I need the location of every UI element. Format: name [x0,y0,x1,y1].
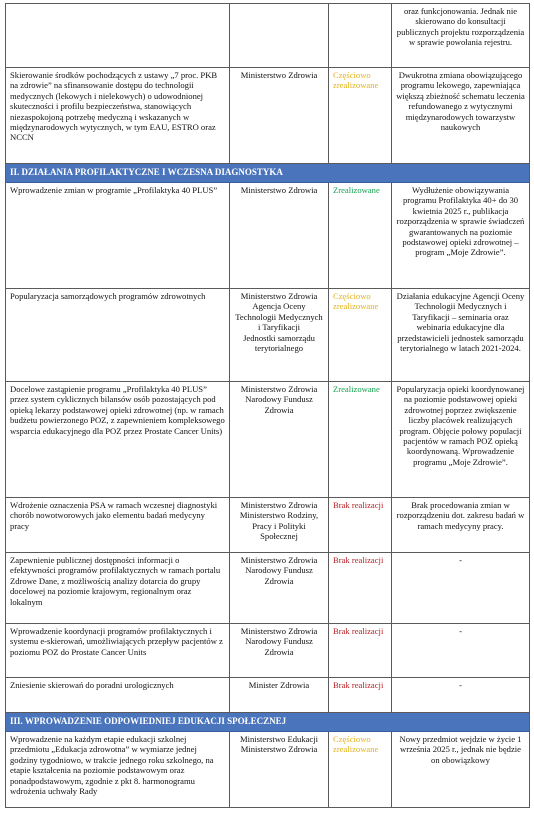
status-cell: Brak realizacji [329,678,392,713]
result-cell: - [392,624,530,678]
table-row [6,498,530,553]
action-cell [6,4,230,68]
table-row [6,553,530,624]
section-title: III. WPROWADZENIE ODPOWIEDNIEJ EDUKACJI SPOŁECZNEJ [6,713,530,732]
institution-name: Ministerstwo Zdrowia [240,70,318,80]
action-cell: Zniesienie skierowań do poradni urologicznych [6,678,230,713]
institution-name: Ministerstwo Zdrowia [240,185,318,195]
institution-cell [230,678,329,713]
table-row [6,732,530,808]
institution-name: Ministerstwo Zdrowia [240,744,318,755]
institution-name: Agencja Oceny Technologii Medycznych i Taryfikacji [235,301,323,333]
result-cell: Działania edukacyjne Agencji Oceny Technologii Medycznych i Taryfikacji – seminaria oraz webinaria edukacyjne dla przedstawicieli jednostek samorządu terytorialnego w latach 2021-2024. [392,289,530,382]
action-cell: Wprowadzenie zmian w programie „Profilaktyka 40 PLUS” [6,183,230,289]
section-title: II. DZIAŁANIA PROFILAKTYCZNE I WCZESNA DIAGNOSTYKA [6,164,530,183]
result-cell: - [392,678,530,713]
institution-cell [230,498,329,553]
institution-name: Ministerstwo Edukacji [239,734,319,744]
action-cell: Wdrożenie oznaczenia PSA w ramach wczesnej diagnostyki chorób nowotworowych jako elementu badań medycyny pracy [6,498,230,553]
status-cell: Brak realizacji [329,553,392,624]
institution-cell [230,732,329,808]
status-cell: Częściowo zrealizowane [329,732,392,808]
institution-name: Ministerstwo Zdrowia [240,626,318,636]
result-cell: Wydłużenie obowiązywania programu Profilaktyka 40+ do 30 kwietnia 2025 r., publikacja rozporządzenia w sprawie świadczeń gwarantowanych na poziomie podstawowej opieki zdrowotnej – program „Moje Zdrowie”. [392,183,530,289]
action-cell: Zapewnienie publicznej dostępności informacji o efektywności programów profilaktycznych w ramach portalu Zdrowe Dane, z możliwością analizy dotarcia do grupy docelowej na poziomie krajowym, regionalnym oraz lokalnym [6,553,230,624]
institution-name: Ministerstwo Zdrowia [240,500,318,510]
institution-name: Minister Zdrowia [248,680,310,690]
action-cell: Wprowadzenie koordynacji programów profilaktycznych i systemu e-skierowań, umożliwiających przepływ pacjentów z poziomu POZ do Prostate Cancer Units [6,624,230,678]
table-row [6,68,530,164]
implementation-table [5,3,530,808]
action-cell: Popularyzacja samorządowych programów zdrowotnych [6,289,230,382]
institution-name: Ministerstwo Rodziny, Pracy i Polityki Społecznej [239,510,319,542]
institution-cell [230,68,329,164]
institution-name: Ministerstwo Zdrowia [240,555,318,565]
status-cell: Częściowo zrealizowane [329,68,392,164]
institution-cell [230,382,329,498]
action-cell: Wprowadzenie na każdym etapie edukacji szkolnej przedmiotu „Edukacja zdrowotna” w wymiarze jednej godziny tygodniowo, w trakcie jednego roku szkolnego, na etapie kształcenia na poziomie podstawowym oraz ponadpodstawowym, zgodnie z pkt 8. harmonogramu wdrożenia uchwały Rady [6,732,230,808]
institution-name: Narodowy Fundusz Zdrowia [245,565,313,586]
table-row [6,183,530,289]
institution-name: Jednostki samorządu terytorialnego [243,332,315,354]
result-cell: Popularyzacja opieki koordynowanej na poziomie podstawowej opieki zdrowotnej poprzez zwiększenie liczby placówek realizujących program. Objęcie połowy populacji pacjentów w ramach POZ opieką koordynowaną. Wprowadzenie programu „Moje Zdrowie”. [392,382,530,498]
table-row [6,289,530,382]
institution-name: Ministerstwo Zdrowia [240,384,318,394]
institution-name: Narodowy Fundusz Zdrowia [245,636,313,657]
section-header [6,164,530,183]
institution-cell [230,183,329,289]
result-cell: Nowy przedmiot wejdzie w życie 1 września 2025 r., jednak nie będzie on obowiązkowy [392,732,530,808]
institution-cell [230,624,329,678]
institution-name: Ministerstwo Zdrowia [240,291,318,301]
result-cell: Brak procedowania zmian w rozporządzeniu dot. zakresu badań w ramach medycyny pracy. [392,498,530,553]
result-cell: Dwukrotna zmiana obowiązującego programu lekowego, zapewniająca większą zbieżność schematu leczenia refundowanego z wytycznymi międzynarodowych towarzystw naukowych [392,68,530,164]
table-row [6,678,530,713]
status-cell: Brak realizacji [329,498,392,553]
table-row [6,382,530,498]
status-cell: Zrealizowane [329,382,392,498]
status-cell: Częściowo zrealizowane [329,289,392,382]
status-cell [329,4,392,68]
table-row [6,4,530,68]
status-cell: Brak realizacji [329,624,392,678]
table-row [6,624,530,678]
institution-name: Narodowy Fundusz Zdrowia [245,394,313,415]
status-cell: Zrealizowane [329,183,392,289]
action-cell: Skierowanie środków pochodzących z ustawy „7 proc. PKB na zdrowie” na sfinansowanie dostępu do technologii medycznych (lekowych i nielekowych) o udowodnionej skuteczności i profilu bezpieczeństwa, stanowiących niezaspokojoną potrzebę medyczną i wskazanych w międzynarodowych wytycznych, w tym EAU, ESTRO oraz NCCN [6,68,230,164]
section-header [6,713,530,732]
result-cell: oraz funkcjonowania. Jednak nie skierowano do konsultacji publicznych projektu rozporządzenia w sprawie powołania rejestru. [392,4,530,68]
action-cell: Docelowe zastąpienie programu „Profilaktyka 40 PLUS” przez system cyklicznych bilansów osób pozostających pod opieką lekarzy podstawowej opieki zdrowotnej (np. w ramach budżetu powierzonego POZ, z zapewnieniem kompleksowego wsparcia edukacyjnego dla POZ przez Prostate Cancer Units) [6,382,230,498]
institution-cell [230,553,329,624]
institution-cell [230,289,329,382]
result-cell: - [392,553,530,624]
institution-cell [230,4,329,68]
